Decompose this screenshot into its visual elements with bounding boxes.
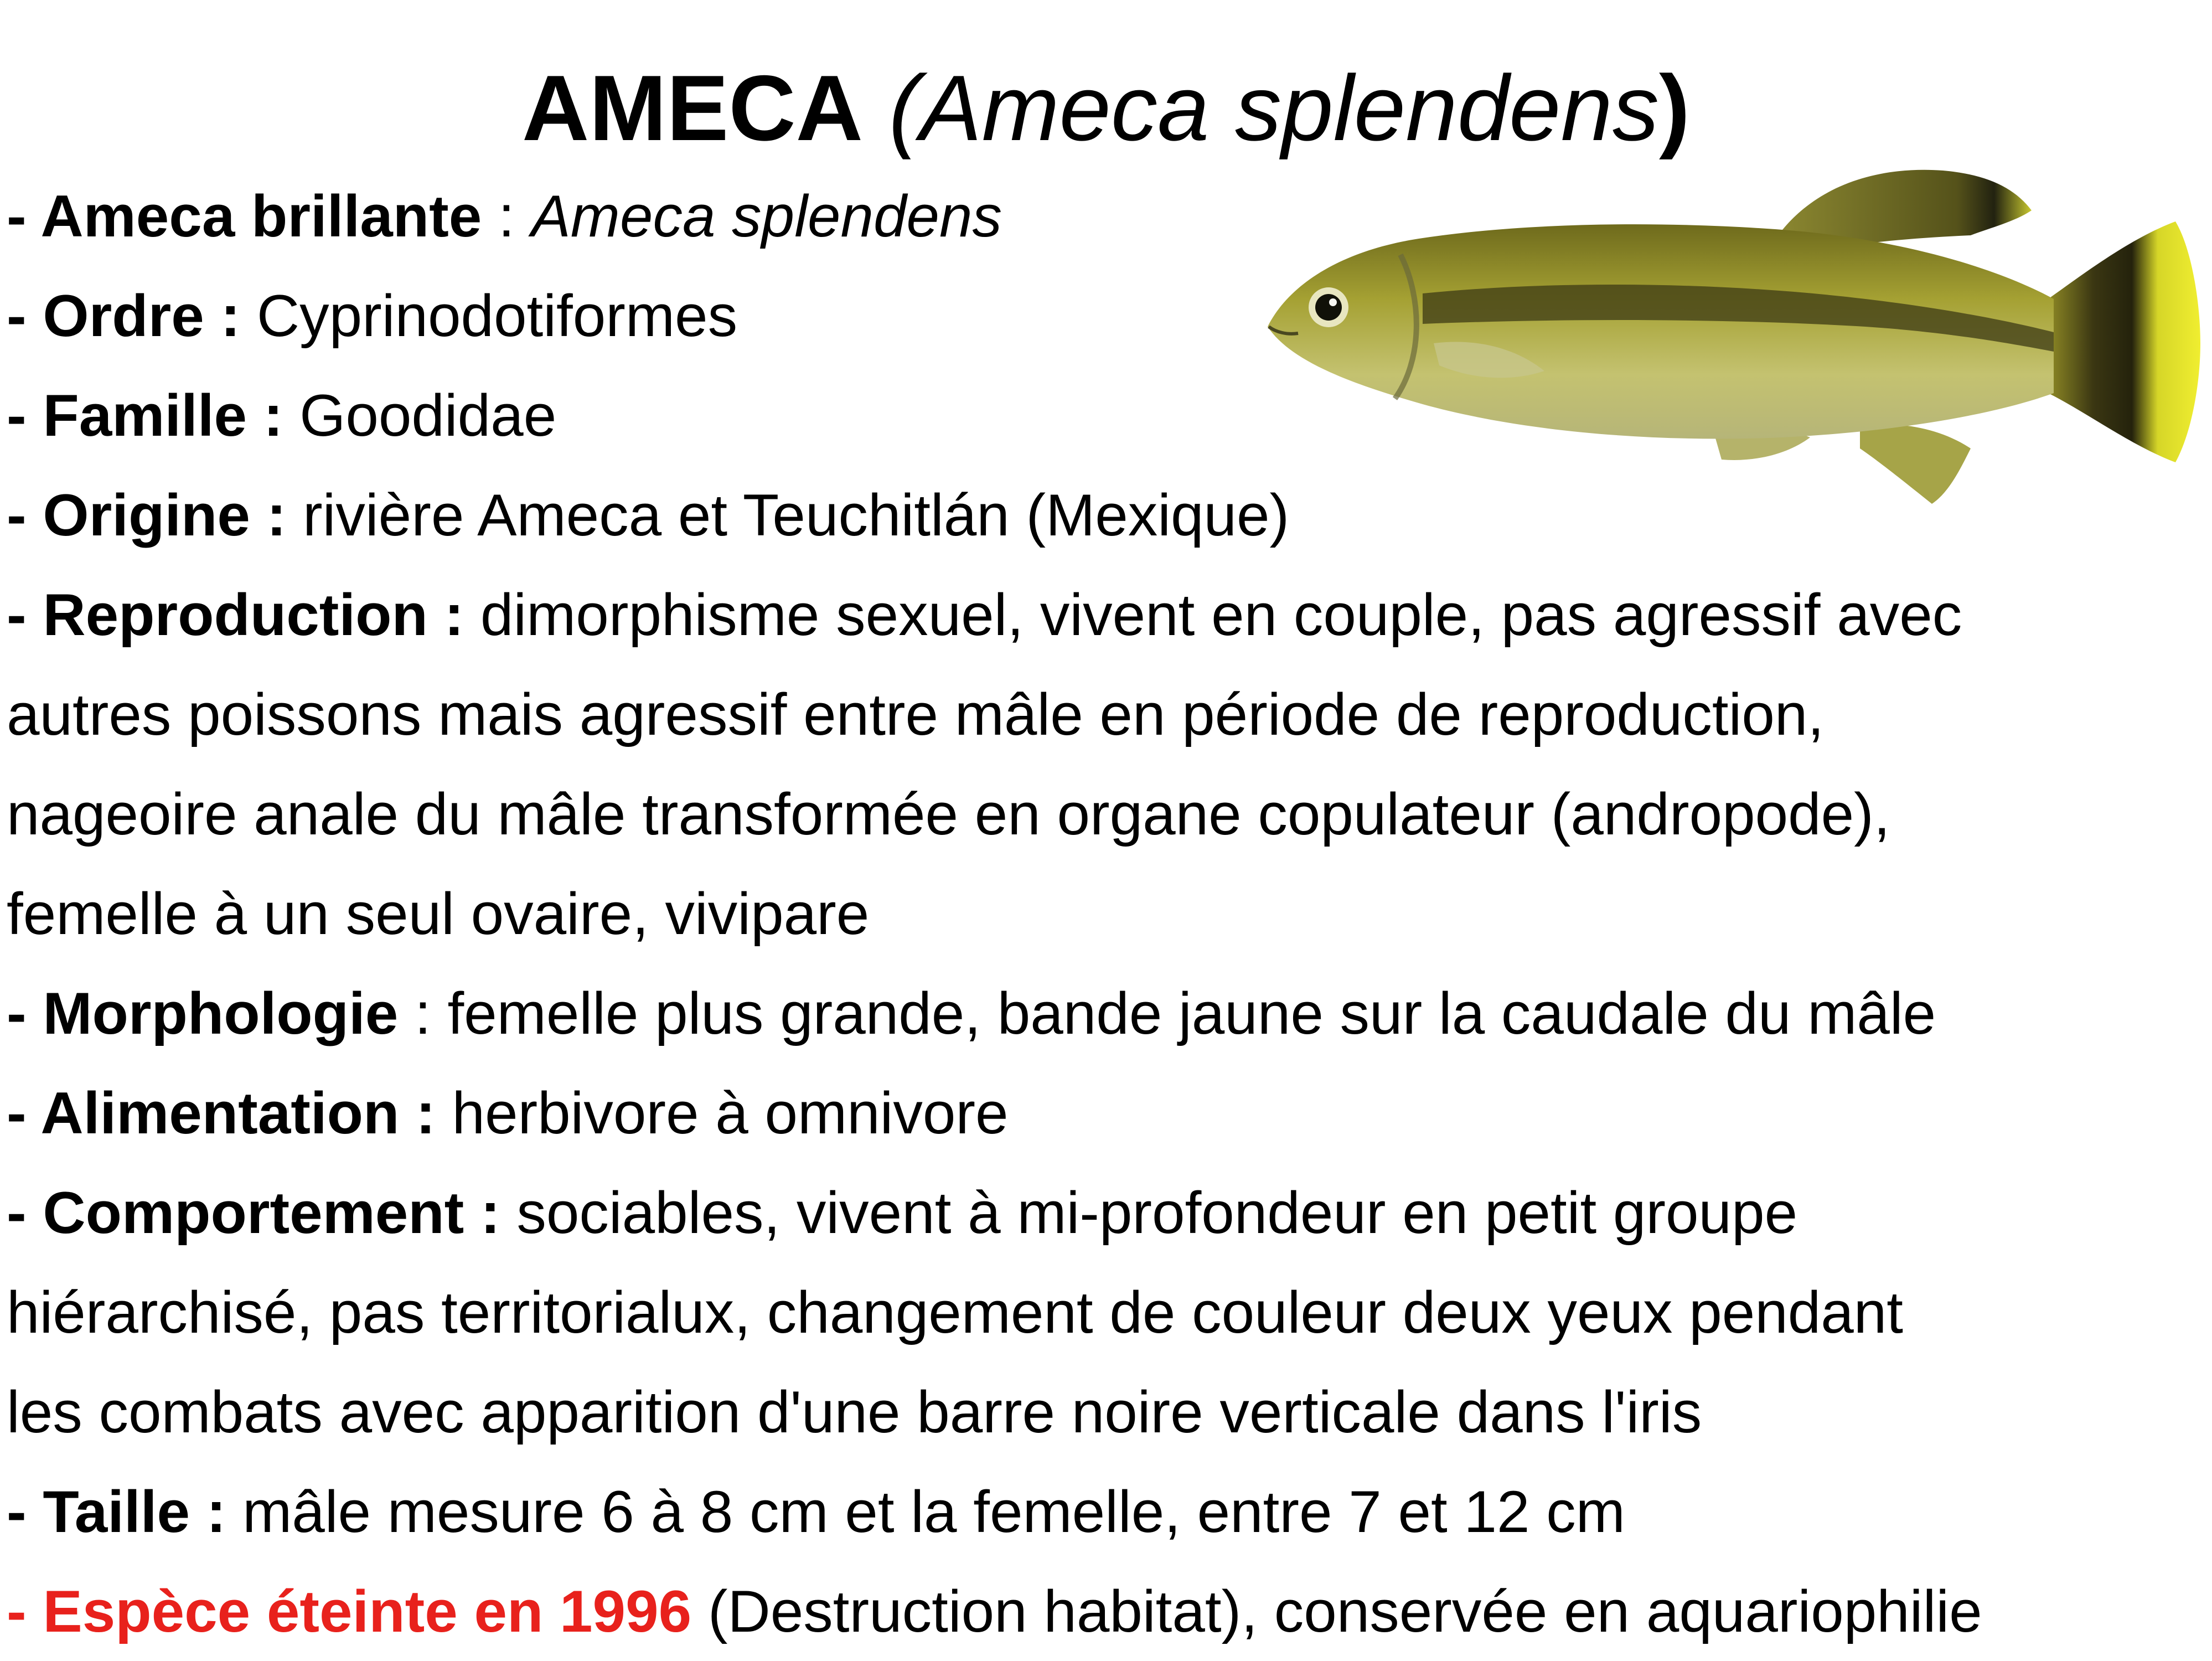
- page-title: [0, 53, 2212, 163]
- title-close-paren: ): [1659, 56, 1691, 160]
- line-order: - Ordre : Cyprinodotiformes: [7, 282, 738, 349]
- line-behavior-cont-1: hiérarchisé, pas territorialux, changement de couleur deux yeux pendant: [7, 1279, 1904, 1345]
- line-extinction: - Espèce éteinte en 1996 (Destruction habitat), conservée en aquariophilie: [7, 1578, 1982, 1644]
- extinction-highlight: - Espèce éteinte en 1996: [7, 1578, 692, 1644]
- line-family: - Famille : Goodidae: [7, 382, 557, 448]
- line-reproduction-cont-2: nageoire anale du mâle transformée en organe copulateur (andropode),: [7, 781, 1890, 847]
- line-diet: - Alimentation : herbivore à omnivore: [7, 1080, 1009, 1146]
- line-size: - Taille : mâle mesure 6 à 8 cm et la femelle, entre 7 et 12 cm: [7, 1478, 1625, 1545]
- line-behavior-cont-2: les combats avec apparition d'une barre noire verticale dans l'iris: [7, 1379, 1702, 1445]
- line-behavior: - Comportement : sociables, vivent à mi-profondeur en petit groupe: [7, 1179, 1798, 1246]
- line-reproduction-cont-3: femelle à un seul ovaire, vivipare: [7, 880, 870, 947]
- line-morphology: - Morphologie : femelle plus grande, bande jaune sur la caudale du mâle: [7, 980, 1936, 1046]
- line-common-name: - Ameca brillante : Ameca splendens: [7, 183, 1002, 249]
- title-common-name: AMECA: [521, 56, 863, 160]
- line-reproduction-cont-1: autres poissons mais agressif entre mâle en période de reproduction,: [7, 681, 1825, 747]
- title-scientific-name: (Ameca splendens: [888, 56, 1660, 160]
- species-info: [7, 166, 2212, 1661]
- line-reproduction: - Reproduction : dimorphisme sexuel, vivent en couple, pas agressif avec: [7, 581, 1962, 648]
- line-origin: - Origine : rivière Ameca et Teuchitlán (Mexique): [7, 482, 1290, 548]
